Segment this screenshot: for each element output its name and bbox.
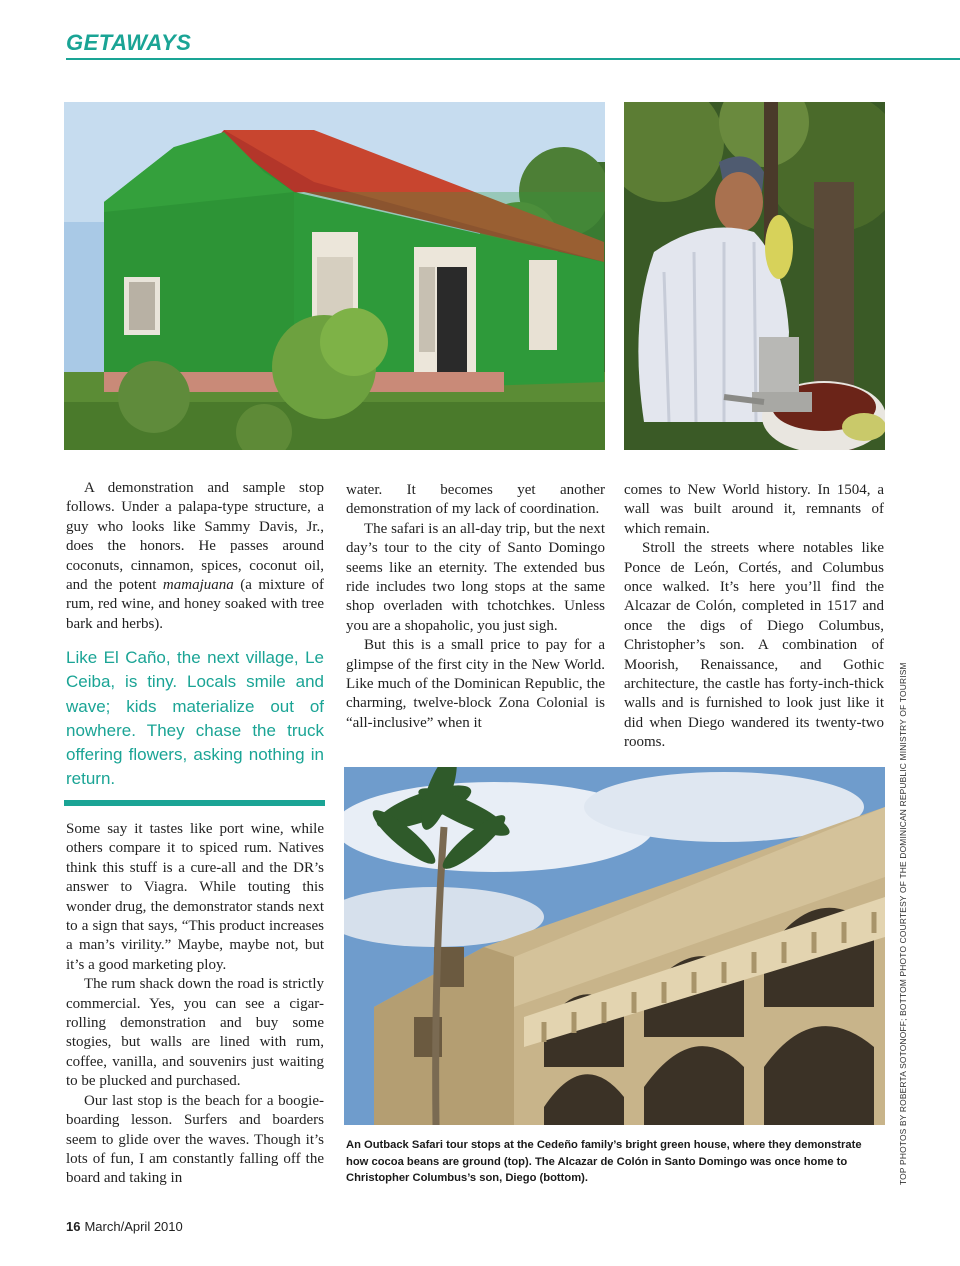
photo-caption: An Outback Safari tour stops at the Cedeño family’s bright green house, where they demonstrate how cocoa beans are ground (top). The Alcazar de Colón in Santo Domingo was once home to Christopher Columbus’s son, Diego (bottom).: [346, 1139, 862, 1184]
header-rule: [66, 58, 960, 60]
section-title: GETAWAYS: [66, 30, 192, 55]
article-paragraph: Our last stop is the beach for a boogie-boarding lesson. Surfers and boarders seem to glide over the waves. Though it’s lots of fun, I am constantly falling off the board and taking in: [66, 1092, 324, 1187]
issue-date: March/April 2010: [84, 1219, 183, 1234]
article-paragraph: comes to New World history. In 1504, a wall was built around it, remnants of which remain.: [624, 482, 884, 537]
article-paragraph: Some say it tastes like port wine, while others compare it to spiced rum. Natives think this stuff is a cure-all and the DR’s answer to Viagra. While touting this wonder drug, the demonstrator stands next to a sign that says, “This product increases a man’s virility.” Maybe, maybe not, but it’s a good marketing ploy.: [66, 821, 324, 973]
photo-credit: TOP PHOTOS BY ROBERTA SOTONOFF; BOTTOM PHOTO COURTESY OF THE DOMINICAN REPUBLIC MINISTRY OF TOURISM: [898, 662, 908, 1185]
pull-quote: Like El Caño, the next village, Le Ceiba, is tiny. Locals smile and wave; kids materialize out of nowhere. They chase the truck offering flowers, asking nothing in return.: [66, 648, 324, 789]
article-paragraph: The rum shack down the road is strictly commercial. Yes, you can see a cigar-rolling demonstration and buy some stogies, but walls are lined with rum, coffee, vanilla, and souvenirs just waiting to be plucked and purchased.: [66, 976, 324, 1090]
cocoa-grinding-photo: [624, 102, 885, 450]
article-column-2: [346, 481, 605, 733]
article-column-1: [66, 479, 324, 634]
article-paragraph: But this is a small price to pay for a glimpse of the first city in the New World. Like much of the Dominican Republic, the charming, twelve-block Zona Colonial is “all-inclusive” when it: [346, 637, 605, 731]
page-footer: [66, 1219, 183, 1234]
pull-quote-rule: [64, 800, 325, 806]
article-column-3: [624, 481, 884, 753]
page-number: 16: [66, 1219, 81, 1234]
article-paragraph: water. It becomes yet another demonstration of my lack of coordination.: [346, 482, 605, 518]
alcazar-photo: [344, 767, 885, 1125]
article-paragraph: A demonstration and sample stop follows. Under a palapa-type structure, a guy who looks like Sammy Davis, Jr., does the honors. He passes around coconuts, cinnamon, spices, coconut oil, and the potent mamajuana (a mixture of rum, red wine, and honey soaked with tree bark and herbs).: [66, 480, 324, 632]
article-paragraph: The safari is an all-day trip, but the next day’s tour to the city of Santo Domingo seems like an eternity. The extended bus ride includes two long stops at the same shop overladen with tchotchkes. Unless you are a shopaholic, you just sigh.: [346, 520, 605, 634]
green-house-photo: [64, 102, 605, 450]
article-paragraph: Stroll the streets where notables like Ponce de León, Cortés, and Columbus once walked. It’s here you’ll find the Alcazar de Colón, completed in 1517 and once the digs of Diego Columbus, Christopher’s son. A combination of Moorish, Renaissance, and Gothic architecture, the castle has forty-inch-thick walls and is furnished to look just like it did when Diego wandered its twenty-two rooms.: [624, 540, 884, 751]
article-column-1-lower: [66, 820, 324, 1189]
